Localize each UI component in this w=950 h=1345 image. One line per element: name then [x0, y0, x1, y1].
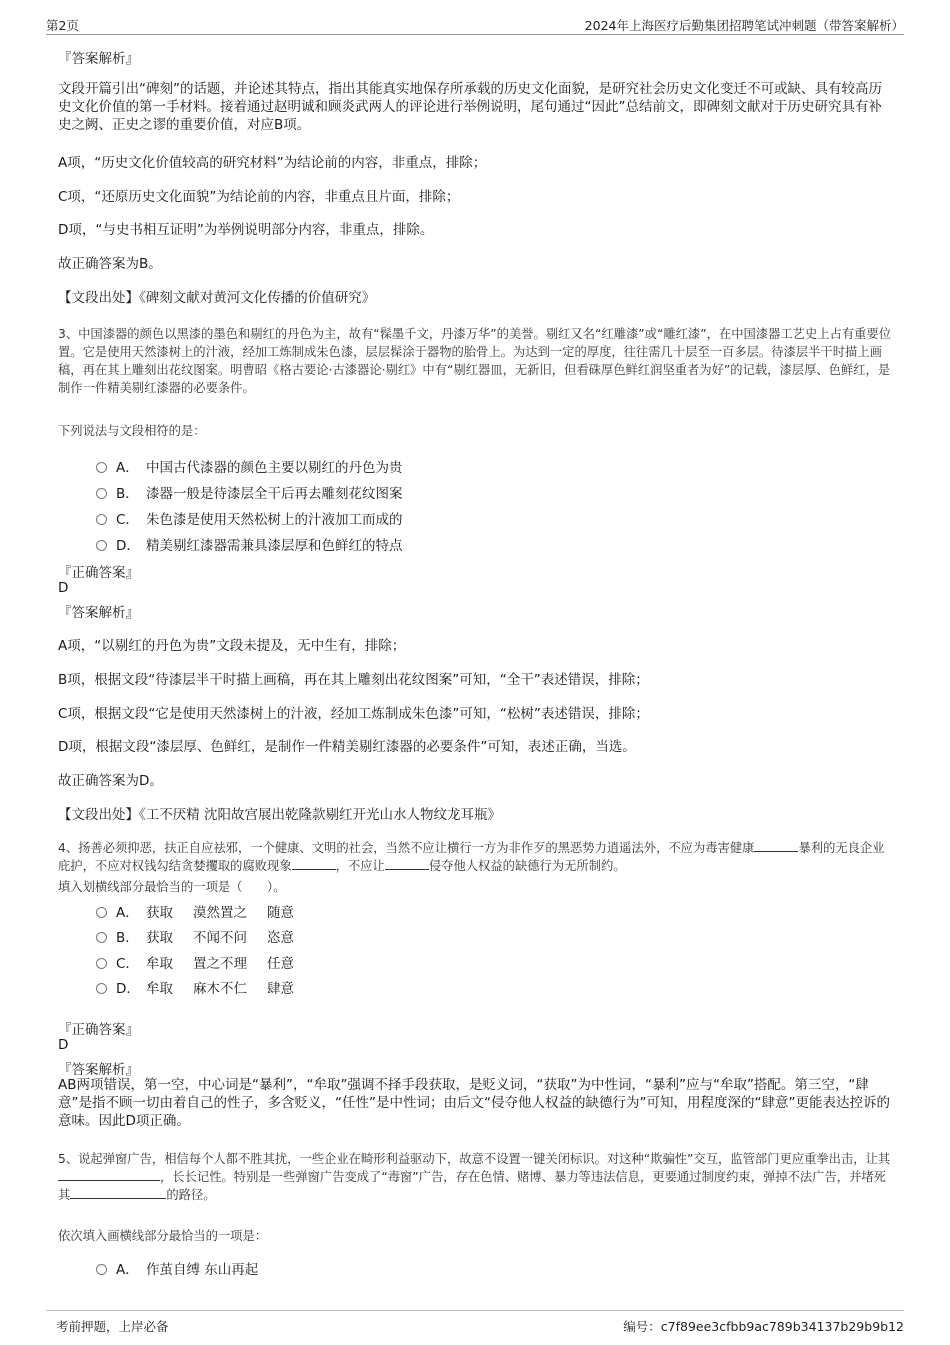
q5-stem: [58, 1150, 892, 1204]
q3-analysis-line-c: C项，根据文段“它是使用天然漆树上的汁液，经加工炼制成朱色漆”可知，“松树”表述错误，排除；: [58, 706, 649, 722]
q3-prompt: 下列说法与文段相符的是：: [58, 424, 206, 438]
option-letter: A．: [116, 905, 139, 921]
q4-stem-part: 侵夺他人权益的缺德行为无所制约。: [428, 859, 626, 873]
option-word-2: 麻木不仁: [193, 981, 247, 997]
option-letter: A．: [116, 460, 139, 476]
option-text: 精美剔红漆器需兼具漆层厚和色鲜红的特点: [146, 538, 403, 554]
radio-button-icon[interactable]: [96, 907, 107, 918]
option-letter: D．: [116, 981, 140, 997]
option-word-1: 获取: [146, 930, 173, 946]
q3-option-a[interactable]: [96, 456, 403, 476]
q4-analysis-tag: 『答案解析』: [58, 1062, 139, 1078]
q4-stem-part: 4、扬善必须抑恶，扶正自应祛邪，一个健康、文明的社会，当然不应让横行一方为非作歹的黑恶势力逍遥法外，不应为毒害健康: [58, 841, 755, 855]
radio-button-icon[interactable]: [96, 488, 107, 499]
option-text: 作茧自缚 东山再起: [146, 1262, 259, 1278]
q5-option-a[interactable]: [96, 1258, 258, 1278]
option-word-3: 肆意: [267, 981, 294, 997]
radio-button-icon[interactable]: [96, 462, 107, 473]
option-letter: C．: [116, 512, 139, 528]
q3-option-b[interactable]: [96, 482, 403, 502]
option-word-2: 置之不理: [193, 956, 247, 972]
q3-analysis-line-b: B项，根据文段“待漆层半干时描上画稿，再在其上雕刻出花纹图案”可知，“全干”表述错误，排除；: [58, 672, 649, 688]
q2-source: 【文段出处】《碑刻文献对黄河文化传播的价值研究》: [58, 290, 376, 306]
page-header: [46, 14, 904, 35]
q3-option-c[interactable]: [96, 508, 403, 528]
radio-button-icon[interactable]: [96, 540, 107, 551]
q4-answer: D: [58, 1037, 69, 1053]
blank-line: [292, 857, 336, 870]
option-word-3: 恣意: [267, 930, 294, 946]
option-word-1: 获取: [146, 905, 173, 921]
option-text: 朱色漆是使用天然松树上的汁液加工而成的: [146, 512, 403, 528]
option-letter: B．: [116, 930, 139, 946]
option-word-3: 任意: [267, 956, 294, 972]
q5-stem-part: ，长长记性。特别是一些弹窗广告变成了“毒窗”广告，存在色情、赌博、暴力等违法信息，更要通过制度约束，弹掉不法广告，并堵死其: [58, 1170, 886, 1202]
q4-answer-tag: 『正确答案』: [58, 1022, 139, 1038]
q4-stem-part: 的无良企业庇护，不应对权钱勾结贪婪攫取的腐败现象: [58, 841, 885, 873]
q4-option-a[interactable]: [96, 901, 294, 921]
q4-option-b[interactable]: [96, 926, 294, 946]
page-number: 第2页: [46, 18, 79, 33]
q3-stem: 3、中国漆器的颜色以黑漆的墨色和剔红的丹色为主，故有“髹墨千文，丹漆万华”的美誉。剔红又名“红雕漆”或“雕红漆”，在中国漆器工艺史上占有重要位置。它是使用天然漆树上的汁液，经加工炼制成朱色漆，层层髹涂于器物的胎骨上。为达到一定的厚度，往往需几十层至一百多层。待漆层半干时描上画稿，再在其上雕刻出花纹图案。明曹昭《格古要论·古漆器论·剔红》中有“剔红器皿，无新旧，但看硃厚色鲜红润坚重者为好”的记载，漆层厚、色鲜红，是制作一件精美剔红漆器的必要条件。: [58, 327, 892, 395]
blank-line: [58, 1168, 160, 1181]
q5-prompt: 依次填入画横线部分最恰当的一项是：: [58, 1229, 268, 1243]
q4-analysis: AB两项错误，第一空，中心词是“暴利”，“牟取”强调不择手段获取，是贬义词，“获取”为中性词，“暴利”应与“牟取”搭配。第三空，“肆意”是指不顾一切由着自己的性子，多含贬义，“任性”是中性词；由后文“侵夺他人权益的缺德行为”可知，用程度深的“肆意”更能表达控诉的意味。因此D项正确。: [58, 1077, 890, 1129]
q3-answer-tag: 『正确答案』: [58, 565, 139, 581]
q2-analysis-paragraph: 文段开篇引出“碑刻”的话题，并论述其特点，指出其能真实地保存所承载的历史文化面貌，是研究社会历史文化变迁不可或缺、具有较高历史文化价值的第一手材料。接着通过赵明诚和顾炎武两人的评论进行举例说明，尾句通过“因此”总结前文，即碑刻文献对于历史研究具有补史之阙、正史之谬的重要价值，对应B项。: [58, 81, 882, 133]
option-word-1: 牟取: [146, 981, 173, 997]
q3-answer: D: [58, 580, 69, 596]
option-word-2: 漠然置之: [193, 905, 247, 921]
option-word-2: 不闻不问: [193, 930, 247, 946]
option-word-3: 随意: [267, 905, 294, 921]
page-footer: [46, 1310, 904, 1337]
q3-analysis-tag: 『答案解析』: [58, 605, 139, 621]
option-letter: B．: [116, 486, 139, 502]
footer-slogan: 考前押题，上岸必备: [56, 1319, 169, 1334]
blank-line: [385, 857, 429, 870]
radio-button-icon[interactable]: [96, 983, 107, 994]
q4-stem-part: 暴利: [798, 841, 824, 855]
option-text: 中国古代漆器的颜色主要以剔红的丹色为贵: [146, 460, 403, 476]
q3-source: 【文段出处】《工不厌精 沈阳故宫展出乾隆款剔红开光山水人物纹龙耳瓶》: [58, 807, 502, 823]
q3-analysis-line-d: D项，根据文段“漆层厚、色鲜红，是制作一件精美剔红漆器的必要条件”可知，表述正确，当选。: [58, 739, 636, 755]
q4-prompt: 填入划横线部分最恰当的一项是（ ）。: [58, 880, 286, 894]
q2-analysis-line-c: C项，“还原历史文化面貌”为结论前的内容，非重点且片面，排除；: [58, 189, 460, 205]
q5-stem-part: 的路径。: [166, 1188, 216, 1202]
radio-button-icon[interactable]: [96, 514, 107, 525]
radio-button-icon[interactable]: [96, 1264, 107, 1275]
q3-analysis-line-a: A项，“以剔红的丹色为贵”文段未提及，无中生有，排除；: [58, 638, 406, 654]
q4-stem-part: ，不应让: [335, 859, 385, 873]
q2-analysis-line-a: A项，“历史文化价值较高的研究材料”为结论前的内容，非重点，排除；: [58, 155, 487, 171]
document-id: 编号：c7f89ee3cfbb9ac789b34137b29b9b12: [623, 1319, 904, 1334]
q4-stem: [58, 839, 892, 875]
document-title: 2024年上海医疗后勤集团招聘笔试冲刺题（带答案解析）: [584, 18, 904, 33]
q2-analysis-tag: 『答案解析』: [58, 51, 139, 67]
q4-option-d[interactable]: [96, 977, 294, 997]
blank-line: [754, 839, 798, 852]
q5-stem-part: 5、说起弹窗广告，相信每个人都不胜其扰，一些企业在畸形利益驱动下，故意不设置一键关闭标识。对这种“欺骗性”交互，监管部门更应重拳出击，让其: [58, 1152, 891, 1166]
option-word-1: 牟取: [146, 956, 173, 972]
q2-correct-answer-line: 故正确答案为B。: [58, 256, 162, 272]
q4-option-c[interactable]: [96, 952, 294, 972]
q3-correct-answer-line: 故正确答案为D。: [58, 773, 163, 789]
q2-analysis-line-d: D项，“与史书相互证明”为举例说明部分内容，非重点，排除。: [58, 222, 434, 238]
option-letter: C．: [116, 956, 139, 972]
radio-button-icon[interactable]: [96, 932, 107, 943]
blank-line: [70, 1186, 166, 1199]
radio-button-icon[interactable]: [96, 958, 107, 969]
option-letter: A．: [116, 1262, 139, 1278]
q3-option-d[interactable]: [96, 534, 403, 554]
option-letter: D．: [116, 538, 140, 554]
option-text: 漆器一般是待漆层全干后再去雕刻花纹图案: [146, 486, 403, 502]
